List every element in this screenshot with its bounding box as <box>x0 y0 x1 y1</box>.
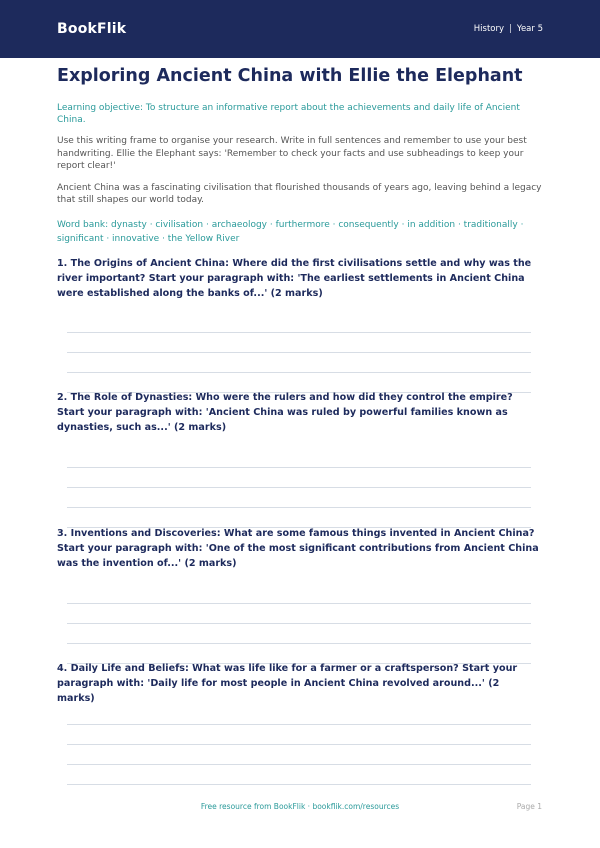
intro-text: Ancient China was a fascinating civilisation that flourished thousands of years ago, leaving behind a legacy that still shapes our world today. <box>57 182 542 205</box>
question-1 <box>57 256 539 301</box>
page-footer <box>0 802 600 814</box>
writing-line[interactable] <box>67 603 531 604</box>
brand-logo[interactable]: BookFlik <box>57 21 127 37</box>
footer-source-link[interactable]: Free resource from BookFlik · bookflik.com/resources <box>200 802 400 811</box>
writing-line[interactable] <box>67 487 531 488</box>
subject-label: History <box>473 24 505 34</box>
question-2 <box>57 390 539 435</box>
writing-line[interactable] <box>67 467 531 468</box>
writing-line[interactable] <box>67 507 531 508</box>
worksheet-intro <box>57 66 543 246</box>
writing-line[interactable] <box>67 352 531 353</box>
question-3 <box>57 526 539 571</box>
question-4 <box>57 661 539 706</box>
page-title: Exploring Ancient China with Ellie the Elephant <box>57 66 523 86</box>
instructions-text: Use this writing frame to organise your research. Write in full sentences and remember to use your best handwriting. Ellie the Elephant says: 'Remember to check your facts and use subheadings to keep your report clear!' <box>57 136 527 171</box>
answer-lines-4[interactable] <box>67 724 531 804</box>
writing-line[interactable] <box>67 332 531 333</box>
writing-line[interactable] <box>67 784 531 785</box>
question-text: 2. The Role of Dynasties: Who were the rulers and how did they control the empire? Start your paragraph with: 'Ancient China was ruled by powerful families known as dynasties, such as...' (2 marks) <box>57 392 513 433</box>
breadcrumb-separator: | <box>509 24 512 34</box>
breadcrumb <box>474 24 543 34</box>
question-text: 4. Daily Life and Beliefs: What was life like for a farmer or a craftsperson? Start your paragraph with: 'Daily life for most people in Ancient China revolved around...' (2 marks) <box>57 663 518 704</box>
writing-line[interactable] <box>67 372 531 373</box>
writing-line[interactable] <box>67 744 531 745</box>
writing-line[interactable] <box>67 643 531 644</box>
page-number: Page 1 <box>516 802 542 811</box>
writing-line[interactable] <box>67 623 531 624</box>
header-bar <box>0 0 600 58</box>
writing-line[interactable] <box>67 724 531 725</box>
year-label: Year 5 <box>516 24 543 34</box>
learning-objective: Learning objective: To structure an informative report about the achievements and daily life of Ancient China. <box>57 103 520 125</box>
writing-line[interactable] <box>67 764 531 765</box>
word-bank: Word bank: dynasty · civilisation · archaeology · furthermore · consequently · in addition · traditionally · significant · innovative · the Yellow River <box>57 219 524 244</box>
question-text: 1. The Origins of Ancient China: Where did the first civilisations settle and why was the river important? Start your paragraph with: 'The earliest settlements in Ancient China were established along the banks of...' (2 marks) <box>57 258 532 299</box>
question-text: 3. Inventions and Discoveries: What are some famous things invented in Ancient China? Start your paragraph with: 'One of the most significant contributions from Ancient China was the invention of...' (2 marks) <box>57 528 539 569</box>
